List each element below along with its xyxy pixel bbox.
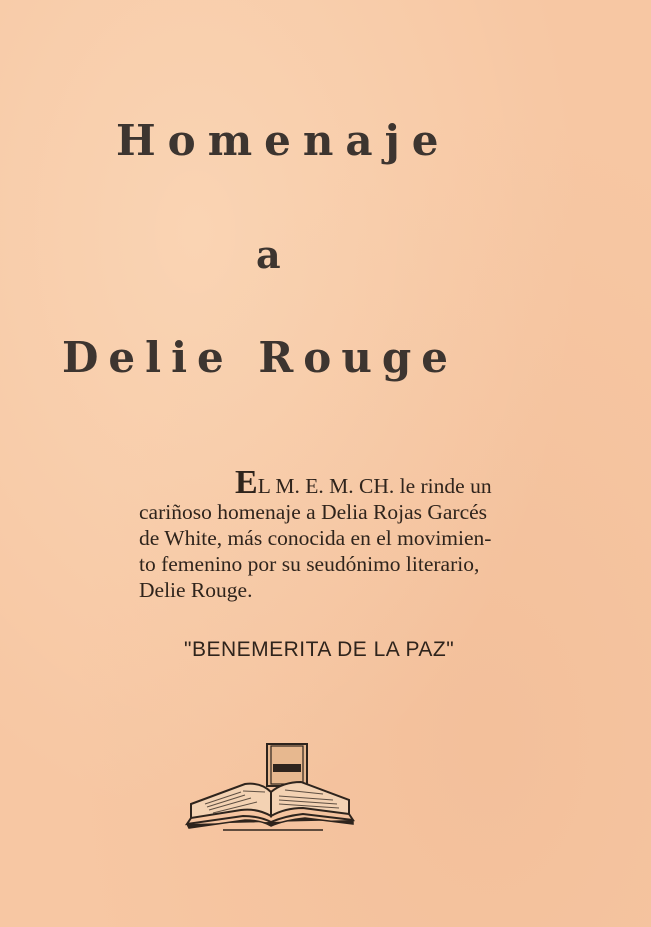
paragraph-line-1-text: L M. E. M. CH. le rinde un <box>257 474 492 498</box>
title-delie-rouge: Delie Rouge <box>62 333 458 382</box>
paragraph-line-1 <box>139 464 591 501</box>
title-a: a <box>256 232 281 277</box>
paragraph-line-4: to femenino por su seudónimo literario, <box>139 552 480 576</box>
tribute-paragraph <box>139 464 591 603</box>
drop-cap: E <box>235 464 258 501</box>
paragraph-line-2: cariñoso homenaje a Delia Rojas Garcés <box>139 500 488 524</box>
paragraph-line-3: de White, más conocida en el movimien- <box>139 526 492 550</box>
open-book-icon <box>183 742 355 832</box>
motto-benemerita: "BENEMERITA DE LA PAZ" <box>184 638 455 661</box>
title-homenaje: Homenaje <box>116 116 451 165</box>
paragraph-line-5: Delie Rouge. <box>139 578 253 602</box>
